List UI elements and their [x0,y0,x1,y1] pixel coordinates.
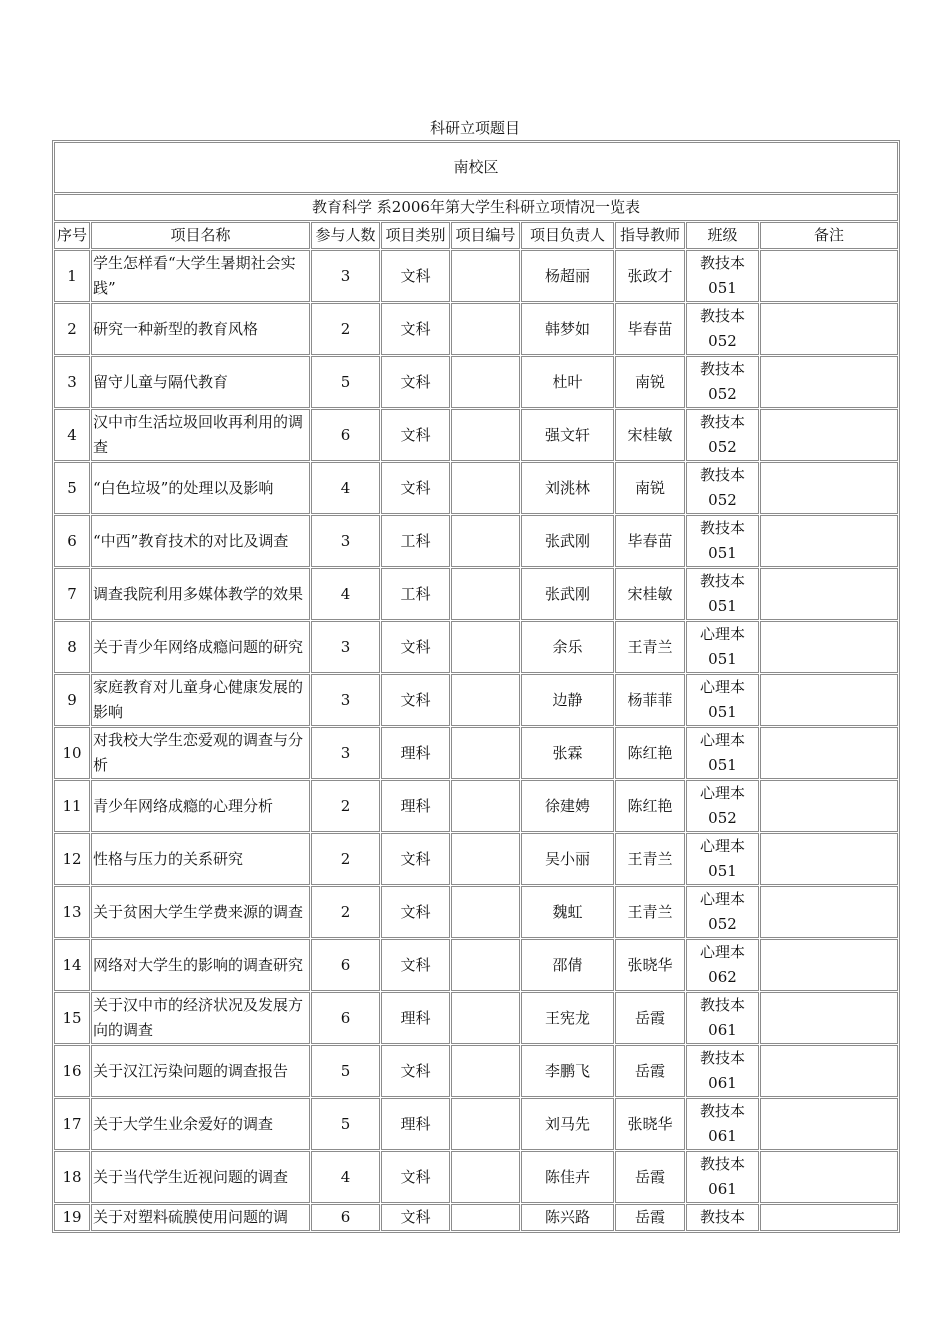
cell-project-name: 关于贫困大学生学费来源的调查 [91,886,310,938]
cell-category: 文科 [381,409,450,461]
cell-leader: 杜叶 [521,356,614,408]
cell-no: 18 [54,1151,90,1203]
cell-category: 文科 [381,939,450,991]
cell-category: 文科 [381,833,450,885]
cell-advisor: 南锐 [615,462,685,514]
cell-project-code [451,1151,520,1203]
cell-note [760,303,898,355]
cell-category: 文科 [381,1151,450,1203]
cell-category: 理科 [381,727,450,779]
cell-advisor: 宋桂敏 [615,568,685,620]
cell-no: 2 [54,303,90,355]
cell-class: 教技本061 [686,1045,759,1097]
cell-participants: 3 [311,621,380,673]
cell-note [760,727,898,779]
cell-class: 教技本061 [686,992,759,1044]
cell-project-name: 关于对塑料硫膜使用问题的调 [91,1204,310,1231]
cell-project-code [451,568,520,620]
cell-no: 12 [54,833,90,885]
cell-class: 教技本052 [686,462,759,514]
cell-participants: 3 [311,515,380,567]
cell-class: 心理本051 [686,674,759,726]
table-row [54,515,898,567]
cell-leader: 余乐 [521,621,614,673]
cell-class: 教技本052 [686,356,759,408]
cell-participants: 6 [311,992,380,1044]
cell-advisor: 王青兰 [615,621,685,673]
cell-no: 19 [54,1204,90,1231]
cell-note [760,1098,898,1150]
project-table [52,140,900,1233]
cell-no: 9 [54,674,90,726]
cell-project-name: 留守儿童与隔代教育 [91,356,310,408]
cell-note [760,621,898,673]
table-row [54,568,898,620]
cell-advisor: 杨菲菲 [615,674,685,726]
cell-participants: 4 [311,568,380,620]
cell-category: 文科 [381,674,450,726]
cell-advisor: 张政才 [615,250,685,302]
cell-project-code [451,515,520,567]
cell-note [760,356,898,408]
page-title: 科研立项题目 [429,119,520,137]
cell-category: 工科 [381,568,450,620]
cell-leader: 强文轩 [521,409,614,461]
cell-no: 15 [54,992,90,1044]
cell-note [760,515,898,567]
cell-class: 心理本052 [686,886,759,938]
cell-category: 文科 [381,1204,450,1231]
cell-advisor: 王青兰 [615,833,685,885]
cell-no: 17 [54,1098,90,1150]
cell-no: 8 [54,621,90,673]
table-row [54,939,898,991]
cell-leader: 陈佳卉 [521,1151,614,1203]
cell-category: 理科 [381,780,450,832]
cell-category: 工科 [381,515,450,567]
cell-no: 11 [54,780,90,832]
table-subtitle: 教育科学 系2006年第大学生科研立项情况一览表 [54,194,898,221]
cell-class: 教技本051 [686,568,759,620]
cell-participants: 3 [311,674,380,726]
header-cell-code: 项目编号 [451,222,520,249]
cell-participants: 6 [311,409,380,461]
cell-advisor: 毕春苗 [615,303,685,355]
header-cell-category: 项目类别 [381,222,450,249]
table-row [54,727,898,779]
table-row [54,1204,898,1231]
header-row [54,222,898,249]
cell-leader: 李鹏飞 [521,1045,614,1097]
cell-note [760,992,898,1044]
cell-project-code [451,780,520,832]
cell-class: 教技本052 [686,303,759,355]
cell-advisor: 张晓华 [615,1098,685,1150]
table-row [54,1098,898,1150]
cell-category: 文科 [381,462,450,514]
cell-participants: 5 [311,1098,380,1150]
cell-project-name: “白色垃圾”的处理以及影响 [91,462,310,514]
cell-leader: 吴小丽 [521,833,614,885]
cell-no: 6 [54,515,90,567]
cell-project-code [451,727,520,779]
cell-category: 文科 [381,1045,450,1097]
cell-class: 教技本061 [686,1151,759,1203]
cell-category: 文科 [381,356,450,408]
header-cell-leader: 项目负责人 [521,222,614,249]
cell-project-code [451,1204,520,1231]
cell-participants: 2 [311,780,380,832]
cell-project-code [451,886,520,938]
cell-no: 16 [54,1045,90,1097]
cell-no: 4 [54,409,90,461]
cell-project-code [451,250,520,302]
cell-no: 7 [54,568,90,620]
cell-advisor: 张晓华 [615,939,685,991]
cell-no: 1 [54,250,90,302]
cell-project-code [451,939,520,991]
cell-advisor: 岳霞 [615,1204,685,1231]
header-cell-no: 序号 [54,222,90,249]
cell-no: 14 [54,939,90,991]
cell-participants: 3 [311,727,380,779]
header-cell-advisor: 指导教师 [615,222,685,249]
cell-note [760,250,898,302]
table-row [54,250,898,302]
table-row [54,674,898,726]
cell-project-name: 性格与压力的关系研究 [91,833,310,885]
cell-advisor: 宋桂敏 [615,409,685,461]
header-cell-class: 班级 [686,222,759,249]
table-row [54,833,898,885]
cell-leader: 张武刚 [521,568,614,620]
cell-project-name: 关于大学生业余爱好的调查 [91,1098,310,1150]
cell-no: 5 [54,462,90,514]
table-row [54,621,898,673]
table-row [54,1151,898,1203]
cell-project-name: 研究一种新型的教育风格 [91,303,310,355]
cell-project-code [451,303,520,355]
cell-leader: 刘马先 [521,1098,614,1150]
cell-leader: 张霖 [521,727,614,779]
cell-project-name: 关于当代学生近视问题的调查 [91,1151,310,1203]
cell-class: 心理本051 [686,727,759,779]
cell-project-name: 调查我院利用多媒体教学的效果 [91,568,310,620]
cell-category: 文科 [381,303,450,355]
cell-note [760,780,898,832]
cell-participants: 5 [311,1045,380,1097]
cell-leader: 张武刚 [521,515,614,567]
cell-project-name: 关于青少年网络成瘾问题的研究 [91,621,310,673]
cell-leader: 陈兴路 [521,1204,614,1231]
cell-advisor: 陈红艳 [615,780,685,832]
cell-advisor: 南锐 [615,356,685,408]
cell-project-name: “中西”教育技术的对比及调查 [91,515,310,567]
cell-advisor: 毕春苗 [615,515,685,567]
cell-project-name: 关于汉江污染问题的调查报告 [91,1045,310,1097]
cell-participants: 2 [311,303,380,355]
cell-advisor: 岳霞 [615,1151,685,1203]
header-cell-count: 参与人数 [311,222,380,249]
cell-project-code [451,462,520,514]
table-row [54,356,898,408]
cell-class: 教技本051 [686,250,759,302]
cell-class: 教技本051 [686,515,759,567]
cell-leader: 徐建娉 [521,780,614,832]
cell-category: 理科 [381,992,450,1044]
cell-note [760,1151,898,1203]
cell-project-name: 关于汉中市的经济状况及发展方向的调查 [91,992,310,1044]
cell-note [760,409,898,461]
cell-category: 文科 [381,886,450,938]
cell-note [760,833,898,885]
cell-category: 文科 [381,250,450,302]
cell-participants: 4 [311,462,380,514]
cell-note [760,886,898,938]
cell-advisor: 岳霞 [615,1045,685,1097]
cell-class: 教技本061 [686,1098,759,1150]
table-row [54,409,898,461]
cell-project-code [451,992,520,1044]
cell-participants: 6 [311,1204,380,1231]
cell-project-name: 对我校大学生恋爱观的调查与分析 [91,727,310,779]
table-row [54,780,898,832]
cell-no: 3 [54,356,90,408]
cell-class: 心理本051 [686,833,759,885]
cell-advisor: 王青兰 [615,886,685,938]
cell-leader: 魏虹 [521,886,614,938]
cell-advisor: 岳霞 [615,992,685,1044]
cell-project-name: 青少年网络成瘾的心理分析 [91,780,310,832]
cell-project-code [451,1045,520,1097]
cell-advisor: 陈红艳 [615,727,685,779]
cell-project-name: 网络对大学生的影响的调查研究 [91,939,310,991]
cell-note [760,674,898,726]
cell-no: 10 [54,727,90,779]
table-row [54,303,898,355]
cell-project-code [451,674,520,726]
cell-class: 心理本062 [686,939,759,991]
cell-project-name: 汉中市生活垃圾回收再利用的调查 [91,409,310,461]
cell-class: 教技本 [686,1204,759,1231]
cell-project-name: 学生怎样看“大学生暑期社会实践” [91,250,310,302]
header-cell-name: 项目名称 [91,222,310,249]
cell-note [760,939,898,991]
cell-project-code [451,1098,520,1150]
cell-note [760,462,898,514]
cell-leader: 韩梦如 [521,303,614,355]
cell-class: 心理本051 [686,621,759,673]
cell-category: 理科 [381,1098,450,1150]
cell-leader: 王宪龙 [521,992,614,1044]
cell-participants: 2 [311,886,380,938]
campus-heading: 南校区 [54,142,898,193]
cell-project-name: 家庭教育对儿童身心健康发展的影响 [91,674,310,726]
cell-class: 教技本052 [686,409,759,461]
cell-note [760,1045,898,1097]
cell-leader: 刘洮林 [521,462,614,514]
header-cell-note: 备注 [760,222,898,249]
table-row [54,886,898,938]
table-row [54,462,898,514]
cell-participants: 3 [311,250,380,302]
cell-leader: 杨超丽 [521,250,614,302]
cell-note [760,1204,898,1231]
cell-participants: 6 [311,939,380,991]
cell-category: 文科 [381,621,450,673]
table-row [54,1045,898,1097]
cell-no: 13 [54,886,90,938]
cell-project-code [451,621,520,673]
cell-project-code [451,833,520,885]
cell-leader: 邵倩 [521,939,614,991]
cell-leader: 边静 [521,674,614,726]
cell-note [760,568,898,620]
cell-class: 心理本052 [686,780,759,832]
table-row [54,992,898,1044]
cell-participants: 2 [311,833,380,885]
cell-project-code [451,409,520,461]
cell-participants: 5 [311,356,380,408]
cell-project-code [451,356,520,408]
cell-participants: 4 [311,1151,380,1203]
